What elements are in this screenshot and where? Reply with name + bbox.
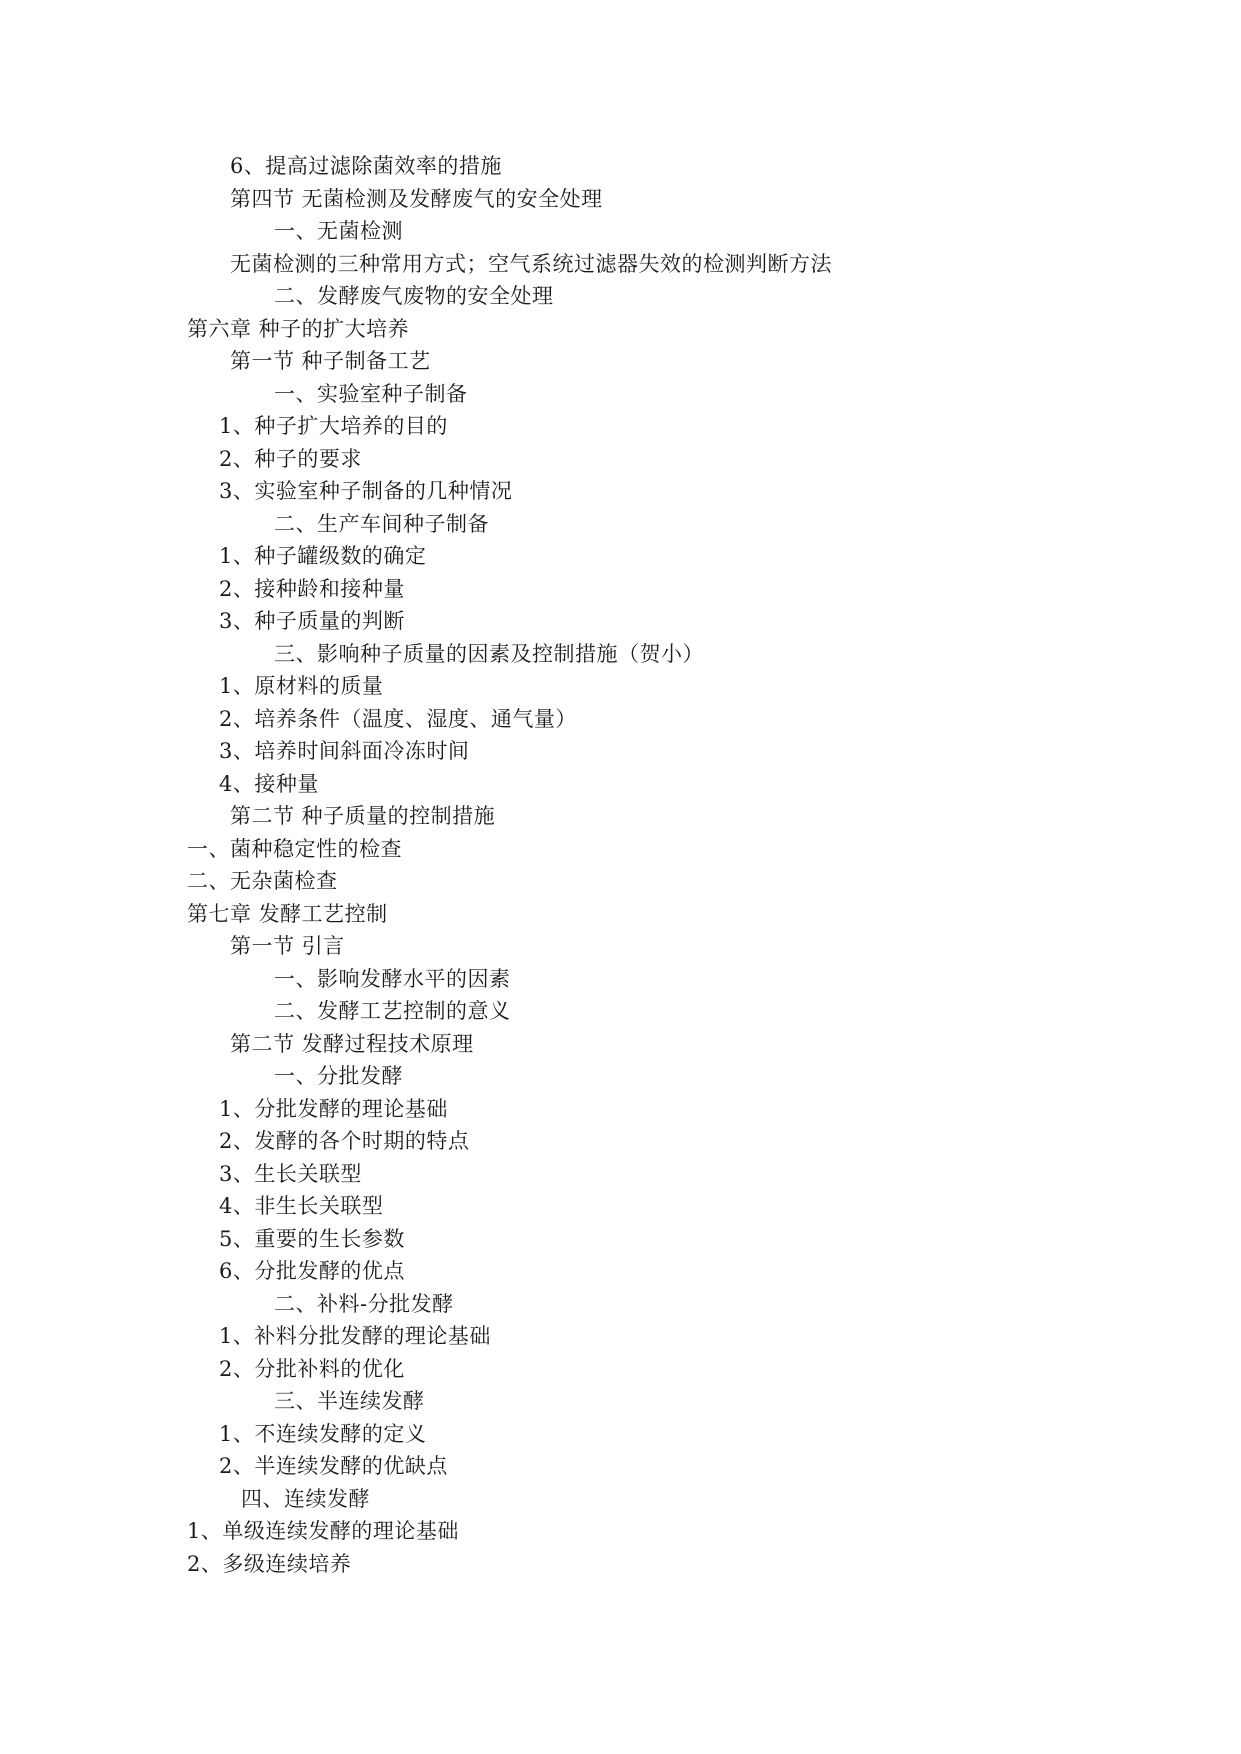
section-heading: 第二节 发酵过程技术原理 [230, 1032, 474, 1056]
subsection-heading: 一、分批发酵 [274, 1064, 403, 1088]
subsection-heading: 二、生产车间种子制备 [274, 512, 489, 536]
outline-item: 6、分批发酵的优点 [219, 1259, 405, 1283]
outline-item: 无菌检测的三种常用方式；空气系统过滤器失效的检测判断方法 [230, 252, 832, 276]
outline-item: 3、种子质量的判断 [219, 609, 405, 633]
outline-item: 4、非生长关联型 [219, 1194, 384, 1218]
outline-item: 2、分批补料的优化 [219, 1357, 405, 1381]
outline-item: 1、补料分批发酵的理论基础 [219, 1324, 491, 1348]
subsection-heading: 三、影响种子质量的因素及控制措施（贺小） [274, 642, 704, 666]
section-heading: 第一节 引言 [230, 934, 345, 958]
outline-item: 3、实验室种子制备的几种情况 [219, 479, 513, 503]
subsection-heading: 一、实验室种子制备 [274, 382, 468, 406]
outline-item: 2、多级连续培养 [187, 1552, 352, 1576]
outline-item: 3、生长关联型 [219, 1162, 362, 1186]
outline-item: 二、无杂菌检查 [187, 869, 338, 893]
outline-item: 6、提高过滤除菌效率的措施 [230, 154, 502, 178]
outline-item: 2、种子的要求 [219, 447, 362, 471]
outline-item: 1、不连续发酵的定义 [219, 1422, 427, 1446]
subsection-heading: 二、发酵废气废物的安全处理 [274, 284, 554, 308]
outline-item: 2、培养条件（温度、湿度、通气量） [219, 707, 577, 731]
subsection-heading: 一、影响发酵水平的因素 [274, 967, 511, 991]
chapter-heading: 第六章 种子的扩大培养 [187, 317, 410, 341]
outline-item: 4、接种量 [219, 772, 319, 796]
subsection-heading: 二、补料-分批发酵 [274, 1292, 454, 1316]
outline-item: 1、单级连续发酵的理论基础 [187, 1519, 459, 1543]
section-heading: 第四节 无菌检测及发酵废气的安全处理 [230, 187, 603, 211]
subsection-heading: 三、半连续发酵 [274, 1389, 425, 1413]
outline-item: 3、培养时间斜面冷冻时间 [219, 739, 470, 763]
chapter-heading: 第七章 发酵工艺控制 [187, 902, 388, 926]
outline-item: 1、分批发酵的理论基础 [219, 1097, 448, 1121]
outline-item: 2、半连续发酵的优缺点 [219, 1454, 448, 1478]
outline-item: 2、发酵的各个时期的特点 [219, 1129, 470, 1153]
outline-item: 1、种子扩大培养的目的 [219, 414, 448, 438]
outline-item: 1、原材料的质量 [219, 674, 384, 698]
subsection-heading: 二、发酵工艺控制的意义 [274, 999, 511, 1023]
outline-item: 1、种子罐级数的确定 [219, 544, 427, 568]
outline-item: 一、菌种稳定性的检查 [187, 837, 402, 861]
subsection-heading: 一、无菌检测 [274, 219, 403, 243]
subsection-heading: 四、连续发酵 [241, 1487, 370, 1511]
section-heading: 第一节 种子制备工艺 [230, 349, 431, 373]
section-heading: 第二节 种子质量的控制措施 [230, 804, 496, 828]
outline-item: 2、接种龄和接种量 [219, 577, 405, 601]
outline-item: 5、重要的生长参数 [219, 1227, 405, 1251]
